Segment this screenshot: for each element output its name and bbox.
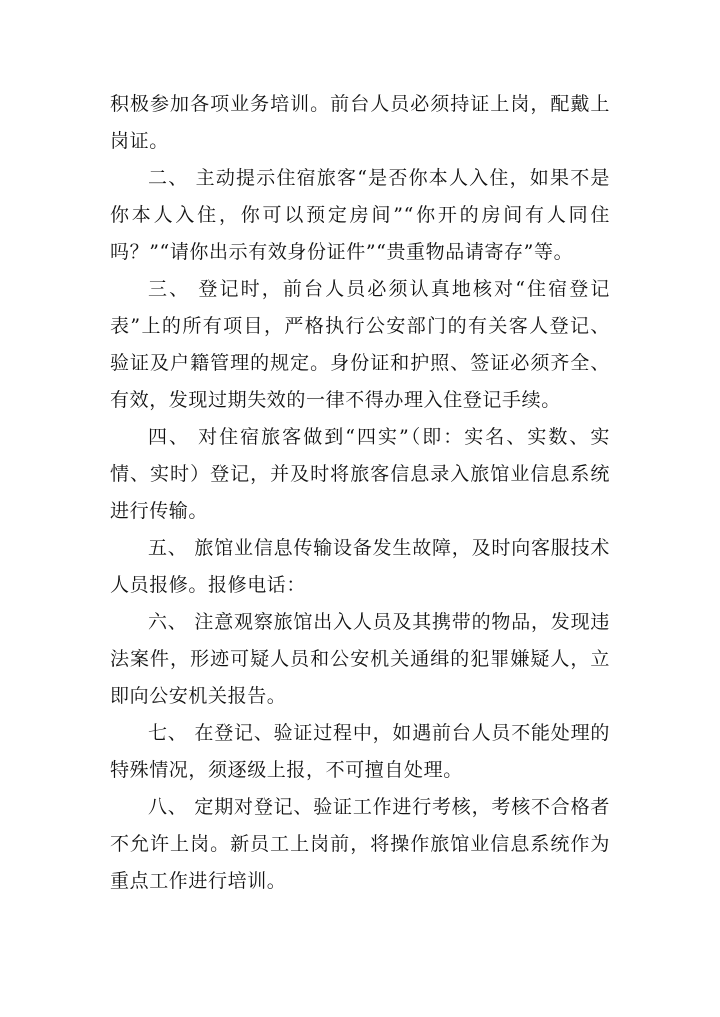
document-body [110,86,610,900]
paragraph-continuation: 积极参加各项业务培训。前台人员必须持证上岗，配戴上岗证。 [110,93,610,152]
rule-item-8: 八、 定期对登记、验证工作进行考核，考核不合格者不允许上岗。新员工上岗前，将操作旅馆业信息系统作为重点工作进行培训。 [110,796,610,892]
rule-item-6: 六、 注意观察旅馆出入人员及其携带的物品，发现违法案件，形迹可疑人员和公安机关通缉的犯罪嫌疑人，立即向公安机关报告。 [110,611,610,707]
rule-item-4: 四、 对住宿旅客做到“四实”（即：实名、实数、实情、实时）登记，并及时将旅客信息录入旅馆业信息系统进行传输。 [110,426,610,522]
rule-item-5: 五、 旅馆业信息传输设备发生故障，及时向客服技术人员报修。报修电话： [110,537,610,596]
rule-item-7: 七、 在登记、验证过程中，如遇前台人员不能处理的特殊情况，须逐级上报，不可擅自处理。 [110,722,610,781]
rule-item-3: 三、 登记时，前台人员必须认真地核对“住宿登记表”上的所有项目，严格执行公安部门的有关客人登记、验证及户籍管理的规定。身份证和护照、签证必须齐全、有效，发现过期失效的一律不得办理入住登记手续。 [110,278,610,411]
rule-item-2: 二、 主动提示住宿旅客“是否你本人入住，如果不是你本人入住，你可以预定房间”“你开的房间有人同住吗？”“请你出示有效身份证件”“贵重物品请寄存”等。 [110,167,610,263]
